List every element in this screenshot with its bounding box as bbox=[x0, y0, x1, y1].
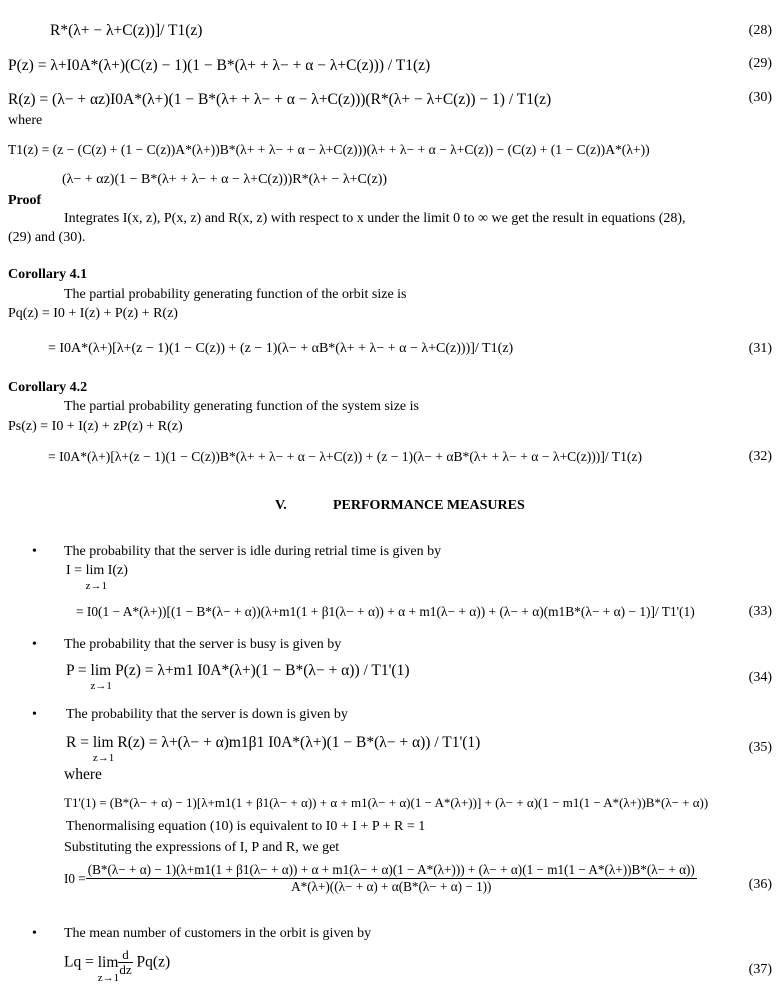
corollary-4-1-eq-a: Pq(z) = I0 + I(z) + P(z) + R(z) bbox=[8, 306, 178, 321]
section-title: PERFORMANCE MEASURES bbox=[333, 498, 525, 513]
equation-35 bbox=[66, 734, 481, 764]
corollary-4-2-text: The partial probability generating function of the system size is bbox=[64, 399, 419, 414]
corollary-4-2-eq-a: Ps(z) = I0 + I(z) + zP(z) + R(z) bbox=[8, 419, 183, 434]
t1-definition-line1: T1(z) = (z − (C(z) + (1 − C(z))A*(λ+))B*(λ+ + λ− + α − λ+C(z)))(λ+ + λ− + α − λ+C(z)) − (C(z) + (1 − C(z))A*(λ+)) bbox=[8, 142, 650, 157]
proof-text-line2: (29) and (30). bbox=[8, 230, 86, 245]
equation-number-28: (28) bbox=[748, 23, 772, 38]
lim-subscript: z→1 bbox=[90, 680, 112, 692]
idle-lhs: I = bbox=[66, 563, 86, 578]
lim-operator: lim z→1 bbox=[98, 954, 119, 972]
proof-text-line1: Integrates I(x, z), P(x, z) and R(x, z) with respect to x under the limit 0 to ∞ we get the result in equations (28), bbox=[64, 211, 686, 226]
bullet-3: • bbox=[32, 707, 37, 722]
lim-subscript: z→1 bbox=[97, 971, 120, 984]
equation-29: P(z) = λ+I0A*(λ+)(C(z) − 1)(1 − B*(λ+ + λ− + α − λ+C(z))) / T1(z) bbox=[8, 57, 431, 74]
equation-28: R*(λ+ − λ+C(z))]/ T1(z) bbox=[50, 22, 203, 39]
equation-30: R(z) = (λ− + αz)I0A*(λ+)(1 − B*(λ+ + λ− + α − λ+C(z)))(R*(λ+ − λ+C(z)) − 1) / T1(z) bbox=[8, 91, 552, 108]
measure-idle-lim bbox=[66, 562, 128, 592]
bullet-4: • bbox=[32, 926, 37, 941]
corollary-4-1-heading: Corollary 4.1 bbox=[8, 267, 88, 282]
equation-number-32: (32) bbox=[748, 449, 772, 464]
equation-number-37: (37) bbox=[748, 962, 772, 977]
equation-number-29: (29) bbox=[748, 56, 772, 71]
i0-fraction bbox=[86, 862, 697, 895]
equation-36 bbox=[64, 862, 697, 895]
corollary-4-2-heading: Corollary 4.2 bbox=[8, 380, 88, 395]
i0-lhs: I0 = bbox=[64, 870, 86, 886]
substitution-text: Substituting the expressions of I, P and R, we get bbox=[64, 840, 340, 855]
lim-subscript: z→1 bbox=[85, 580, 107, 592]
corollary-4-1-text: The partial probability generating function of the orbit size is bbox=[64, 287, 407, 302]
lq-rhs: Pq(z) bbox=[132, 953, 171, 971]
lim-operator: lim z→1 bbox=[93, 734, 114, 752]
measure-busy-text: The probability that the server is busy is given by bbox=[64, 637, 342, 652]
equation-number-36: (36) bbox=[748, 877, 772, 892]
bullet-1: • bbox=[32, 544, 37, 559]
equation-37 bbox=[64, 947, 171, 984]
measure-down-text: The probability that the server is down is given by bbox=[66, 707, 348, 722]
t1-definition-line2: (λ− + αz)(1 − B*(λ+ + λ− + α − λ+C(z)))R*(λ+ − λ+C(z)) bbox=[62, 172, 388, 187]
idle-rhs: I(z) bbox=[104, 563, 128, 578]
equation-number-33: (33) bbox=[748, 604, 772, 619]
busy-rhs: P(z) = λ+m1 I0A*(λ+)(1 − B*(λ− + α)) / T1'(1) bbox=[111, 662, 410, 679]
where-label-2: where bbox=[64, 766, 102, 783]
down-lhs: R = bbox=[66, 734, 93, 751]
busy-lhs: P = bbox=[66, 662, 91, 679]
derivative-operator: $\frac{d}{dz}$ bbox=[119, 947, 132, 977]
lim-operator: lim z→1 bbox=[86, 562, 105, 580]
equation-number-34: (34) bbox=[748, 670, 772, 685]
corollary-4-1-eq-b: = I0A*(λ+)[λ+(z − 1)(1 − C(z)) + (z − 1)(λ− + αB*(λ+ + λ− + α − λ+C(z)))]/ T1(z) bbox=[48, 341, 514, 356]
lim-subscript: z→1 bbox=[92, 752, 115, 764]
proof-heading: Proof bbox=[8, 193, 42, 208]
equation-34 bbox=[66, 662, 410, 692]
down-rhs: R(z) = λ+(λ− + α)m1β1 I0A*(λ+)(1 − B*(λ− + α)) / T1'(1) bbox=[113, 734, 481, 751]
lq-lhs: Lq = bbox=[64, 953, 98, 971]
where-label: where bbox=[8, 113, 43, 128]
measure-orbit-mean-text: The mean number of customers in the orbit is given by bbox=[64, 926, 372, 941]
measure-idle-text: The probability that the server is idle during retrial time is given by bbox=[64, 544, 442, 559]
t1-prime-definition: T1'(1) = (B*(λ− + α) − 1)[λ+m1(1 + β1(λ− + α)) + α + m1(λ− + α)(1 − A*(λ+))] + (λ− + α)(1 − m1(1 − A*(λ+))B*(λ− + α)) bbox=[64, 795, 709, 810]
normalising-equation: Thenormalising equation (10) is equivalent to I0 + I + P + R = 1 bbox=[66, 819, 426, 834]
equation-number-35: (35) bbox=[748, 740, 772, 755]
equation-number-31: (31) bbox=[748, 341, 772, 356]
i0-denominator: A*(λ+)((λ− + α) + α(B*(λ− + α) − 1)) bbox=[291, 879, 492, 894]
corollary-4-2-eq-b: = I0A*(λ+)[λ+(z − 1)(1 − C(z))B*(λ+ + λ− + α − λ+C(z)) + (z − 1)(λ− + αB*(λ+ + λ− + α − λ+C(z)))]/ T1(z) bbox=[48, 449, 642, 464]
equation-33: = I0(1 − A*(λ+))[(1 − B*(λ− + α))(λ+m1(1 + β1(λ− + α)) + α + m1(λ− + α)) + (λ− + α)(m1B*(λ− + α) − 1)]/ T1'(1) bbox=[76, 604, 695, 619]
equation-number-30: (30) bbox=[748, 90, 772, 105]
section-numeral: V. bbox=[275, 498, 287, 513]
lim-operator: lim z→1 bbox=[91, 662, 112, 680]
bullet-2: • bbox=[32, 637, 37, 652]
i0-numerator: (B*(λ− + α) − 1)(λ+m1(1 + β1(λ− + α)) + α + m1(λ− + α)(1 − A*(λ+))) + (λ− + α)(1 − m1(1 − A*(λ+))B*(λ− + α)) bbox=[87, 862, 695, 877]
